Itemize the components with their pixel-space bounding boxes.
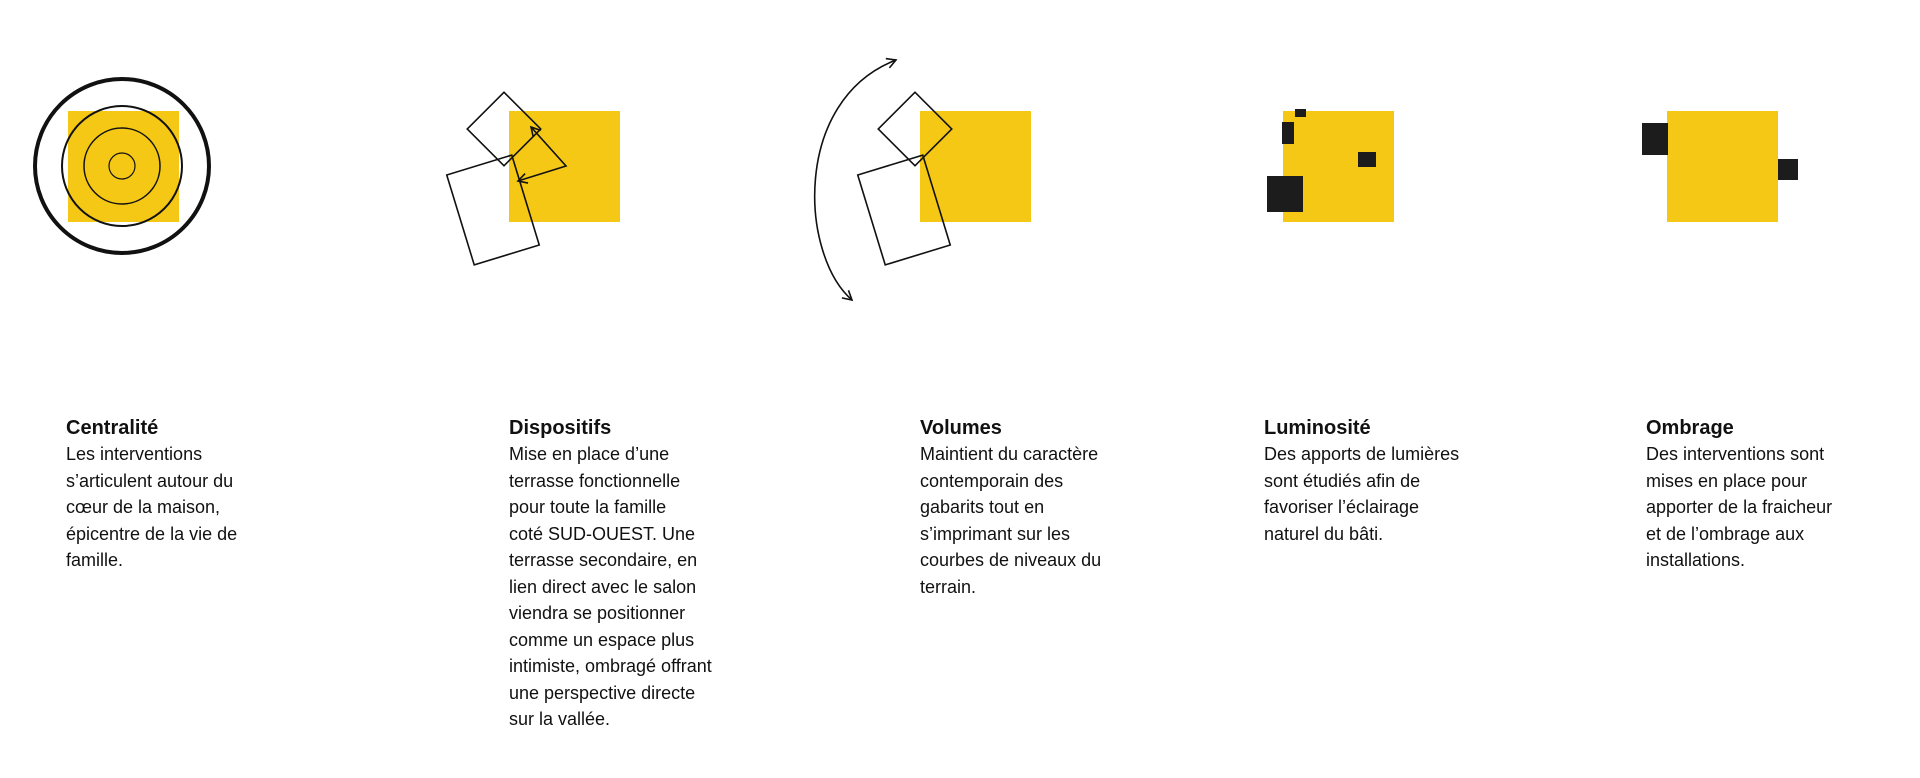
concept-description: Maintient du caractère contemporain des gabarits tout en s’imprimant sur les courbes de niveaux du terrain. [920,444,1102,597]
concept-centralite [66,415,306,574]
luminosite-light-opening-top [1295,109,1306,117]
concept-title: Luminosité [1264,417,1371,439]
concept-luminosite [1264,415,1504,547]
concept-description: Mise en place d’une terrasse fonctionnelle pour toute la famille coté SUD-OUEST. Une terrasse secondaire, en lien direct avec le salon viendra se positionner comme un espace plus intimiste, ombragé offrant une perspective directe sur la vallée. [509,444,712,729]
luminosite-light-opening-medium [1282,122,1294,144]
concept-diagrams [0,0,1920,320]
concept-ombrage [1646,415,1886,574]
concept-volumes [920,415,1160,600]
concept-title: Volumes [920,417,1002,439]
luminosite-diagram [1267,109,1394,222]
ombrage-yellow-square [1667,111,1778,222]
volumes-curve-arrow [815,60,896,300]
concept-title: Dispositifs [509,417,612,439]
volumes-diagram [815,60,1031,300]
centralite-diagram [35,79,209,253]
dispositifs-diagram [447,92,620,265]
concept-description: Les interventions s’articulent autour du cœur de la maison, épicentre de la vie de famille. [66,444,238,570]
concept-title: Centralité [66,417,159,439]
volumes-yellow-square [920,111,1031,222]
luminosite-light-opening-large [1267,176,1303,212]
concept-description: Des apports de lumières sont étudiés afin de favoriser l’éclairage naturel du bâti. [1264,444,1460,544]
ombrage-diagram [1642,111,1798,222]
luminosite-light-opening-center [1358,152,1376,167]
ombrage-shade-element-left [1642,123,1668,155]
concept-description: Des interventions sont mises en place pour apporter de la fraicheur et de l’ombrage aux installations. [1646,444,1833,570]
concept-dispositifs [509,415,749,733]
concept-title: Ombrage [1646,417,1734,439]
ombrage-shade-element-right [1778,159,1798,180]
